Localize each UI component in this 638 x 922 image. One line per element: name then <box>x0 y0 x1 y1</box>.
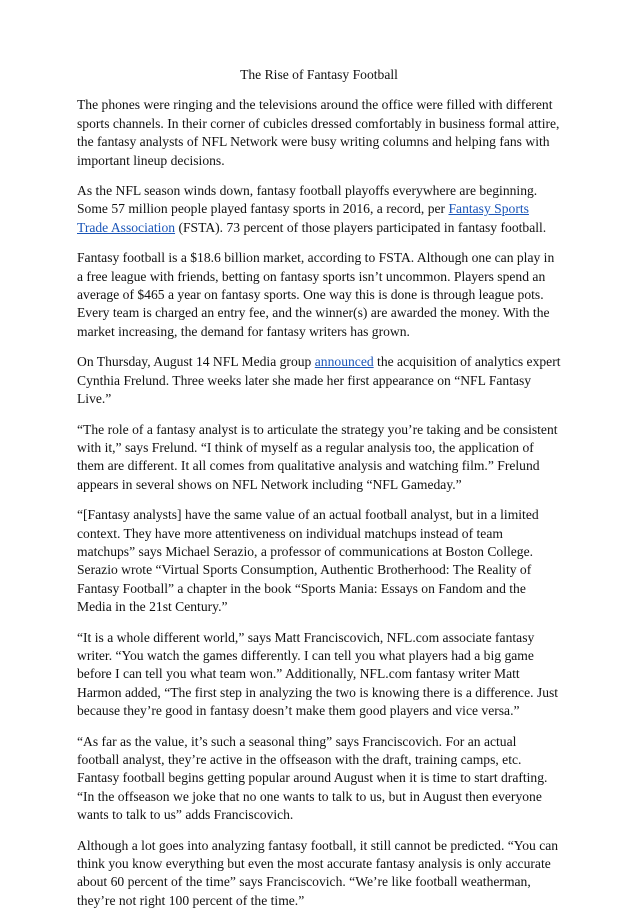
announced-link[interactable]: announced <box>314 354 374 370</box>
article-title: The Rise of Fantasy Football <box>240 67 398 82</box>
fsta-link[interactable]: Fantasy Sports Trade Association <box>77 201 529 235</box>
paragraph-playoffs <box>77 182 561 237</box>
paragraph-text: As the NFL season winds down, fantasy football playoffs everywhere are beginning. Some 57 million people played fantasy sports in 2016, a record, per <box>77 183 538 217</box>
paragraph-text: On Thursday, August 14 NFL Media group <box>77 354 315 370</box>
paragraph-text: the acquisition of analytics expert Cynthia Frelund. Three weeks later she made her first appearance on “NFL Fantasy Live.” <box>77 354 561 407</box>
paragraph-frelund-quote: “The role of a fantasy analyst is to articulate the strategy you’re taking and be consistent with it,” says Frelund. “I think of myself as a regular analysis too, the application of them are different. It all comes from qualitative analysis and watching film.” Frelund appears in several shows on NFL Network including “NFL Gameday.” <box>77 421 558 492</box>
document-page <box>77 66 561 922</box>
paragraph-text: (FSTA). 73 percent of those players participated in fantasy football. <box>175 219 547 235</box>
paragraph-intro: The phones were ringing and the televisions around the office were filled with different sports channels. In their corner of cubicles dressed comfortably in business formal attire, the fantasy analysts of NFL Network were busy writing columns and helping fans with important lineup decisions. <box>77 97 560 168</box>
paragraph-serazio: “[Fantasy analysts] have the same value of an actual football analyst, but in a limited context. They have more attentiveness on individual matchups instead of team matchups” says Michael Serazio, a professor of communications at Boston College. Serazio wrote “Virtual Sports Consumption, Authentic Brotherhood: The Reality of Fantasy Football” a chapter in the book “Sports Mania: Essays on Fandom and the Media in the 21st Century.” <box>77 507 539 615</box>
paragraph-seasonal: “As far as the value, it’s such a seasonal thing” says Franciscovich. For an actual football analyst, they’re active in the offseason with the draft, training camps, etc. Fantasy football begins getting popular around August when it is time to start drafting. “In the offseason we joke that no one wants to talk to us, but in August then everyone wants to talk to us” adds Franciscovich. <box>77 733 548 823</box>
paragraph-franciscovich: “It is a whole different world,” says Matt Franciscovich, NFL.com associate fantasy writer. “You watch the games differently. I can tell you what players had a big game before I can tell you what team won.” Additionally, NFL.com fantasy writer Matt Harmon added, “The first step in analyzing the two is knowing there is a difference. Just because they’re good in fantasy doesn’t make them good players and vice versa.” <box>77 629 559 719</box>
paragraph-conclusion: Although a lot goes into analyzing fantasy football, it still cannot be predicted. “You can think you know everything but even the most accurate fantasy analysis is only accurate about 60 percent of the time” says Franciscovich. “We’re like football weatherman, they’re not right 100 percent of the time.” <box>77 837 559 908</box>
paragraph-market: Fantasy football is a $18.6 billion market, according to FSTA. Although one can play in a free league with friends, betting on fantasy sports isn’t uncommon. Players spend an average of $465 a year on fantasy sports. One way this is done is through league pots. Every team is charged an entry fee, and the winner(s) are awarded the money. With the market increasing, the demand for fantasy writers has grown. <box>77 250 555 339</box>
paragraph-frelund-hire <box>77 353 561 408</box>
